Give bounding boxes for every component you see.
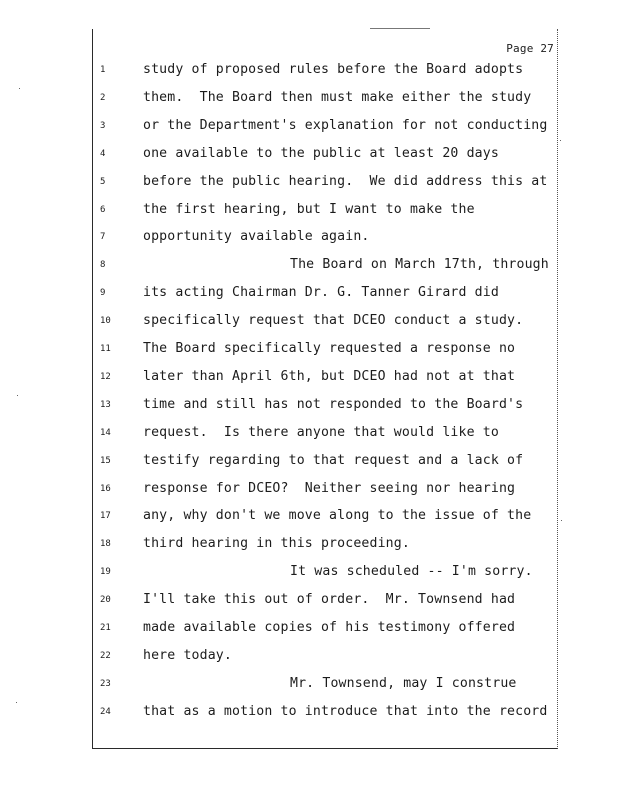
transcript-line-18 — [0, 536, 618, 556]
line-text: any, why don't we move along to the issue of the — [143, 508, 532, 524]
scan-speck — [16, 702, 17, 703]
line-number: 9 — [100, 288, 106, 299]
line-number: 6 — [100, 204, 106, 215]
line-text: time and still has not responded to the Board's — [143, 396, 524, 412]
transcript-line-19 — [0, 564, 618, 584]
line-text: The Board on March 17th, through — [290, 257, 549, 273]
line-number: 24 — [100, 706, 111, 717]
transcript-line-5 — [0, 174, 618, 194]
scan-speck — [19, 88, 20, 89]
line-number: 20 — [100, 595, 111, 606]
transcript-line-12 — [0, 369, 618, 389]
line-number: 3 — [100, 120, 106, 131]
line-number: 14 — [100, 427, 111, 438]
line-text: its acting Chairman Dr. G. Tanner Girard did — [143, 285, 499, 301]
transcript-line-24 — [0, 704, 618, 724]
transcript-line-14 — [0, 425, 618, 445]
line-number: 10 — [100, 316, 111, 327]
transcript-line-16 — [0, 481, 618, 501]
transcript-line-2 — [0, 90, 618, 110]
line-number: 22 — [100, 650, 111, 661]
line-text: them. The Board then must make either the study — [143, 89, 532, 105]
line-text: made available copies of his testimony offered — [143, 620, 516, 635]
line-text: third hearing in this proceeding. — [143, 536, 410, 552]
line-text: study of proposed rules before the Board adopts — [143, 62, 524, 77]
line-number: 13 — [100, 399, 111, 410]
line-text: one available to the public at least 20 days — [143, 145, 499, 161]
transcript-line-23 — [0, 676, 618, 696]
transcript-line-21 — [0, 620, 618, 640]
transcript-line-15 — [0, 453, 618, 473]
line-text: the first hearing, but I want to make the — [143, 201, 475, 217]
line-text: here today. — [143, 647, 232, 663]
transcript-line-8 — [0, 257, 618, 277]
line-number: 2 — [100, 92, 106, 103]
line-number: 4 — [100, 148, 106, 159]
transcript-line-10 — [0, 313, 618, 333]
line-number: 11 — [100, 344, 111, 354]
line-text: response for DCEO? Neither seeing nor hearing — [143, 480, 516, 496]
line-text: that as a motion to introduce that into the record — [143, 703, 548, 719]
line-text: I'll take this out of order. Mr. Townsend had — [143, 592, 516, 608]
line-number: 23 — [100, 678, 111, 689]
transcript-line-4 — [0, 146, 618, 166]
transcript-line-6 — [0, 202, 618, 222]
line-text: The Board specifically requested a response no — [143, 341, 516, 356]
line-number: 16 — [100, 483, 111, 494]
line-text: testify regarding to that request and a lack of — [143, 452, 524, 468]
transcript-line-11 — [0, 341, 618, 361]
line-text: request. Is there anyone that would like to — [143, 424, 499, 440]
line-number: 21 — [100, 623, 111, 633]
line-number: 18 — [100, 539, 111, 550]
line-text: specifically request that DCEO conduct a study. — [143, 313, 524, 329]
transcript-line-7 — [0, 229, 618, 249]
line-text: Mr. Townsend, may I construe — [290, 675, 517, 691]
line-number: 12 — [100, 371, 111, 382]
line-text: later than April 6th, but DCEO had not at that — [143, 368, 516, 384]
line-number: 7 — [100, 232, 106, 243]
scan-speck — [560, 140, 561, 141]
line-number: 1 — [100, 65, 106, 75]
line-text: before the public hearing. We did address this at — [143, 173, 548, 189]
line-text: It was scheduled -- I'm sorry. — [290, 564, 533, 580]
scan-speck — [17, 395, 18, 396]
transcript-line-22 — [0, 648, 618, 668]
page-number: Page 27 — [506, 42, 554, 55]
line-number: 15 — [100, 455, 111, 466]
transcript-line-20 — [0, 592, 618, 612]
transcript-line-3 — [0, 118, 618, 138]
transcript-line-17 — [0, 508, 618, 528]
scan-speck — [561, 520, 562, 521]
line-text: or the Department's explanation for not conducting — [143, 117, 548, 133]
transcript-line-1 — [0, 62, 618, 82]
line-text: opportunity available again. — [143, 229, 370, 245]
line-number: 19 — [100, 567, 111, 578]
transcript-line-13 — [0, 397, 618, 417]
line-number: 5 — [100, 176, 106, 187]
line-number: 17 — [100, 511, 111, 522]
transcript-line-9 — [0, 285, 618, 305]
line-number: 8 — [100, 260, 106, 271]
